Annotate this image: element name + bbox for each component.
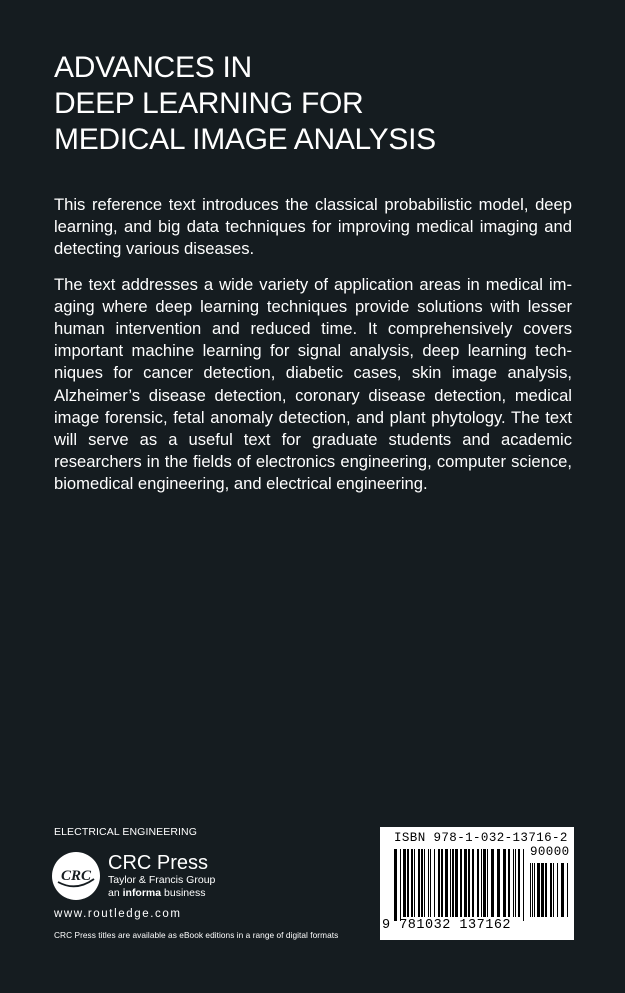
publisher-group: Taylor & Francis Group — [108, 874, 216, 886]
publisher-info — [108, 852, 215, 900]
publisher-name: CRC Press — [108, 852, 209, 874]
title-line-1: ADVANCES IN — [54, 51, 252, 84]
publisher-block — [52, 852, 215, 900]
ebook-availability-note: CRC Press titles are available as eBook editions in a range of digital formats — [54, 930, 339, 940]
description-paragraph-2: The text addresses a wide variety of application areas in medical imaging where deep learning techniques provide solutions with lesser human intervention and reduced time. It comprehensively covers important machine learning for signal analysis, deep learning techniques for cancer detection, diabetic cases, skin image analysis, Alzheimer’s disease detection, coronary disease detection, medical image forensic, fetal anomaly detection, and plant phytology. The text will serve as a useful text for graduate students and academic researchers in the fields of electronics engineering, computer science, biomedical engineering, and electrical engineering. — [54, 274, 572, 494]
description-paragraph-1: This reference text introduces the classical probabilistic model, deep learning, and big data techniques for improving medical imaging and detecting various diseases. — [54, 195, 572, 259]
book-title — [54, 50, 574, 158]
subject-category: ELECTRICAL ENGINEERING — [54, 826, 198, 838]
isbn-barcode — [380, 827, 574, 940]
website-link[interactable]: www.routledge.com — [54, 908, 182, 920]
barcode-digits: 9 781032 137162 — [382, 918, 512, 933]
title-line-2: DEEP LEARNING FOR — [54, 87, 364, 120]
informa-business-line: an informa business — [108, 887, 206, 899]
crc-logo-icon — [52, 852, 100, 900]
informa-word: informa — [122, 887, 162, 899]
isbn-label: ISBN 978-1-032-13716-2 — [394, 831, 568, 845]
logo-lettering: CRC — [60, 868, 92, 884]
title-line-3: MEDICAL IMAGE ANALYSIS — [54, 123, 436, 156]
book-description — [54, 194, 572, 509]
price-code: 90000 — [530, 845, 570, 859]
